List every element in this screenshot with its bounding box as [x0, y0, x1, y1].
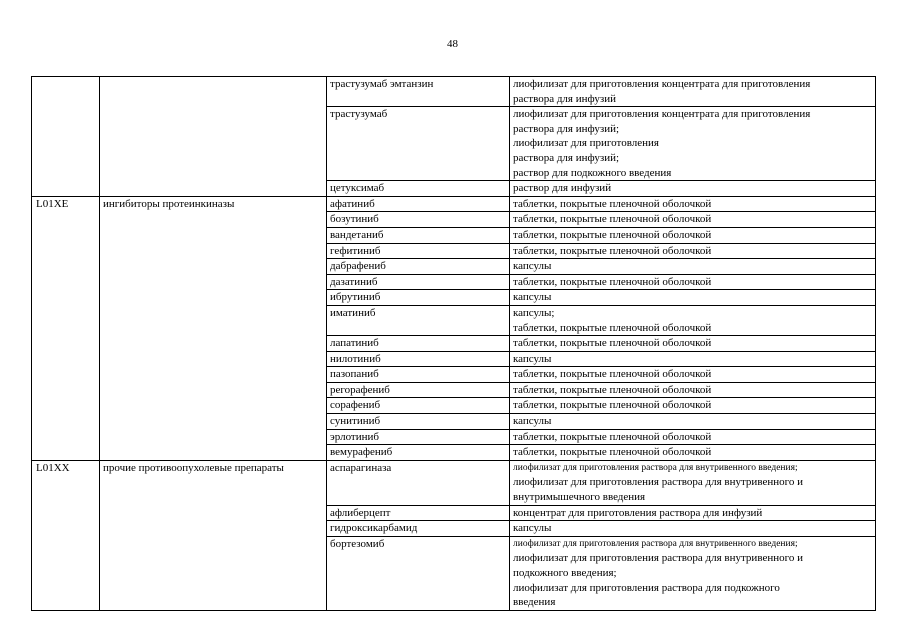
drug-name: гефитиниб [327, 243, 510, 259]
dosage-forms [510, 398, 876, 414]
dosage-form-line: лиофилизат для приготовления раствора для внутривенного введения; [513, 538, 798, 549]
dosage-form-line: капсулы [513, 415, 552, 428]
dosage-form-line: таблетки, покрытые пленочной оболочкой [513, 197, 712, 210]
dosage-form-line: раствора для инфузий [513, 92, 616, 105]
drug-name: регорафениб [327, 382, 510, 398]
dosage-forms [510, 521, 876, 537]
drug-name: эрлотиниб [327, 429, 510, 445]
dosage-form-line: лиофилизат для приготовления раствора для внутривенного и [513, 476, 803, 489]
dosage-form-line: раствор для подкожного введения [513, 166, 672, 179]
dosage-forms [510, 414, 876, 430]
dosage-form-line: капсулы [513, 260, 552, 273]
dosage-forms [510, 259, 876, 275]
dosage-form-line: таблетки, покрытые пленочной оболочкой [513, 213, 712, 226]
dosage-form-line: введения [513, 596, 556, 609]
group-name-cell [100, 77, 327, 197]
dosage-form-line: лиофилизат для приготовления концентрата для приготовления [513, 108, 811, 121]
dosage-forms [510, 290, 876, 306]
drug-name: афлиберцепт [327, 505, 510, 521]
drug-name: пазопаниб [327, 367, 510, 383]
drug-name: сунитиниб [327, 414, 510, 430]
dosage-form-line: таблетки, покрытые пленочной оболочкой [513, 446, 712, 459]
drug-name: дабрафениб [327, 259, 510, 275]
dosage-forms [510, 274, 876, 290]
drug-name: гидроксикарбамид [327, 521, 510, 537]
dosage-form-line: раствор для инфузий [513, 182, 612, 195]
dosage-form-line: подкожного введения; [513, 567, 617, 579]
dosage-form-line: капсулы [513, 522, 552, 535]
dosage-form-line: таблетки, покрытые пленочной оболочкой [513, 228, 712, 241]
dosage-form-line: таблетки, покрытые пленочной оболочкой [513, 244, 712, 257]
drug-name: нилотиниб [327, 351, 510, 367]
medicines-table [31, 76, 876, 611]
drug-name: лапатиниб [327, 336, 510, 352]
dosage-forms [510, 196, 876, 212]
dosage-forms [510, 305, 876, 335]
dosage-forms [510, 505, 876, 521]
drug-name: вандетаниб [327, 227, 510, 243]
drug-name: сорафениб [327, 398, 510, 414]
drug-name: трастузумаб эмтанзин [327, 77, 510, 107]
dosage-form-line: лиофилизат для приготовления [513, 137, 659, 150]
dosage-form-line: таблетки, покрытые пленочной оболочкой [513, 430, 712, 443]
dosage-forms [510, 227, 876, 243]
dosage-form-line: капсулы; [513, 306, 555, 319]
dosage-forms [510, 382, 876, 398]
drug-name: цетуксимаб [327, 181, 510, 197]
dosage-form-line: внутримышечного введения [513, 491, 646, 504]
dosage-form-line: таблетки, покрытые пленочной оболочкой [513, 368, 712, 381]
dosage-forms [510, 77, 876, 107]
page-number: 48 [447, 38, 458, 50]
drug-name: трастузумаб [327, 107, 510, 181]
dosage-form-line: таблетки, покрытые пленочной оболочкой [513, 337, 712, 350]
dosage-form-line: лиофилизат для приготовления концентрата для приготовления [513, 78, 811, 90]
atc-code-cell: L01XE [32, 196, 100, 460]
dosage-form-line: таблетки, покрытые пленочной оболочкой [513, 383, 712, 396]
drug-name: аспарагиназа [327, 460, 510, 505]
drug-name: вемурафениб [327, 445, 510, 461]
atc-code-cell [32, 77, 100, 197]
drug-name: бозутиниб [327, 212, 510, 228]
dosage-forms [510, 336, 876, 352]
dosage-forms [510, 243, 876, 259]
dosage-forms [510, 460, 876, 505]
drug-name: афатиниб [327, 196, 510, 212]
drug-name: дазатиниб [327, 274, 510, 290]
dosage-forms [510, 212, 876, 228]
drug-name: иматиниб [327, 305, 510, 335]
dosage-form-line: лиофилизат для приготовления раствора для внутривенного введения; [513, 462, 798, 473]
table-row [32, 77, 876, 107]
dosage-form-line: таблетки, покрытые пленочной оболочкой [513, 321, 712, 334]
dosage-forms [510, 445, 876, 461]
dosage-form-line: лиофилизат для приготовления раствора для внутривенного и [513, 552, 803, 565]
dosage-forms [510, 181, 876, 197]
dosage-form-line: лиофилизат для приготовления раствора для подкожного [513, 581, 780, 594]
dosage-form-line: раствора для инфузий; [513, 122, 620, 135]
dosage-form-line: таблетки, покрытые пленочной оболочкой [513, 399, 712, 412]
group-name-cell: прочие противоопухолевые препараты [100, 460, 327, 610]
dosage-form-line: капсулы [513, 352, 552, 365]
atc-code-cell: L01XX [32, 460, 100, 610]
dosage-forms [510, 367, 876, 383]
dosage-forms [510, 351, 876, 367]
group-name-cell: ингибиторы протеинкиназы [100, 196, 327, 460]
dosage-forms [510, 536, 876, 610]
dosage-form-line: капсулы [513, 291, 552, 304]
dosage-forms [510, 429, 876, 445]
dosage-forms [510, 107, 876, 181]
drug-name: ибрутиниб [327, 290, 510, 306]
table-row [32, 460, 876, 505]
dosage-form-line: концентрат для приготовления раствора для инфузий [513, 506, 763, 519]
table-row [32, 196, 876, 212]
dosage-form-line: таблетки, покрытые пленочной оболочкой [513, 275, 712, 288]
drug-name: бортезомиб [327, 536, 510, 610]
dosage-form-line: раствора для инфузий; [513, 151, 620, 164]
